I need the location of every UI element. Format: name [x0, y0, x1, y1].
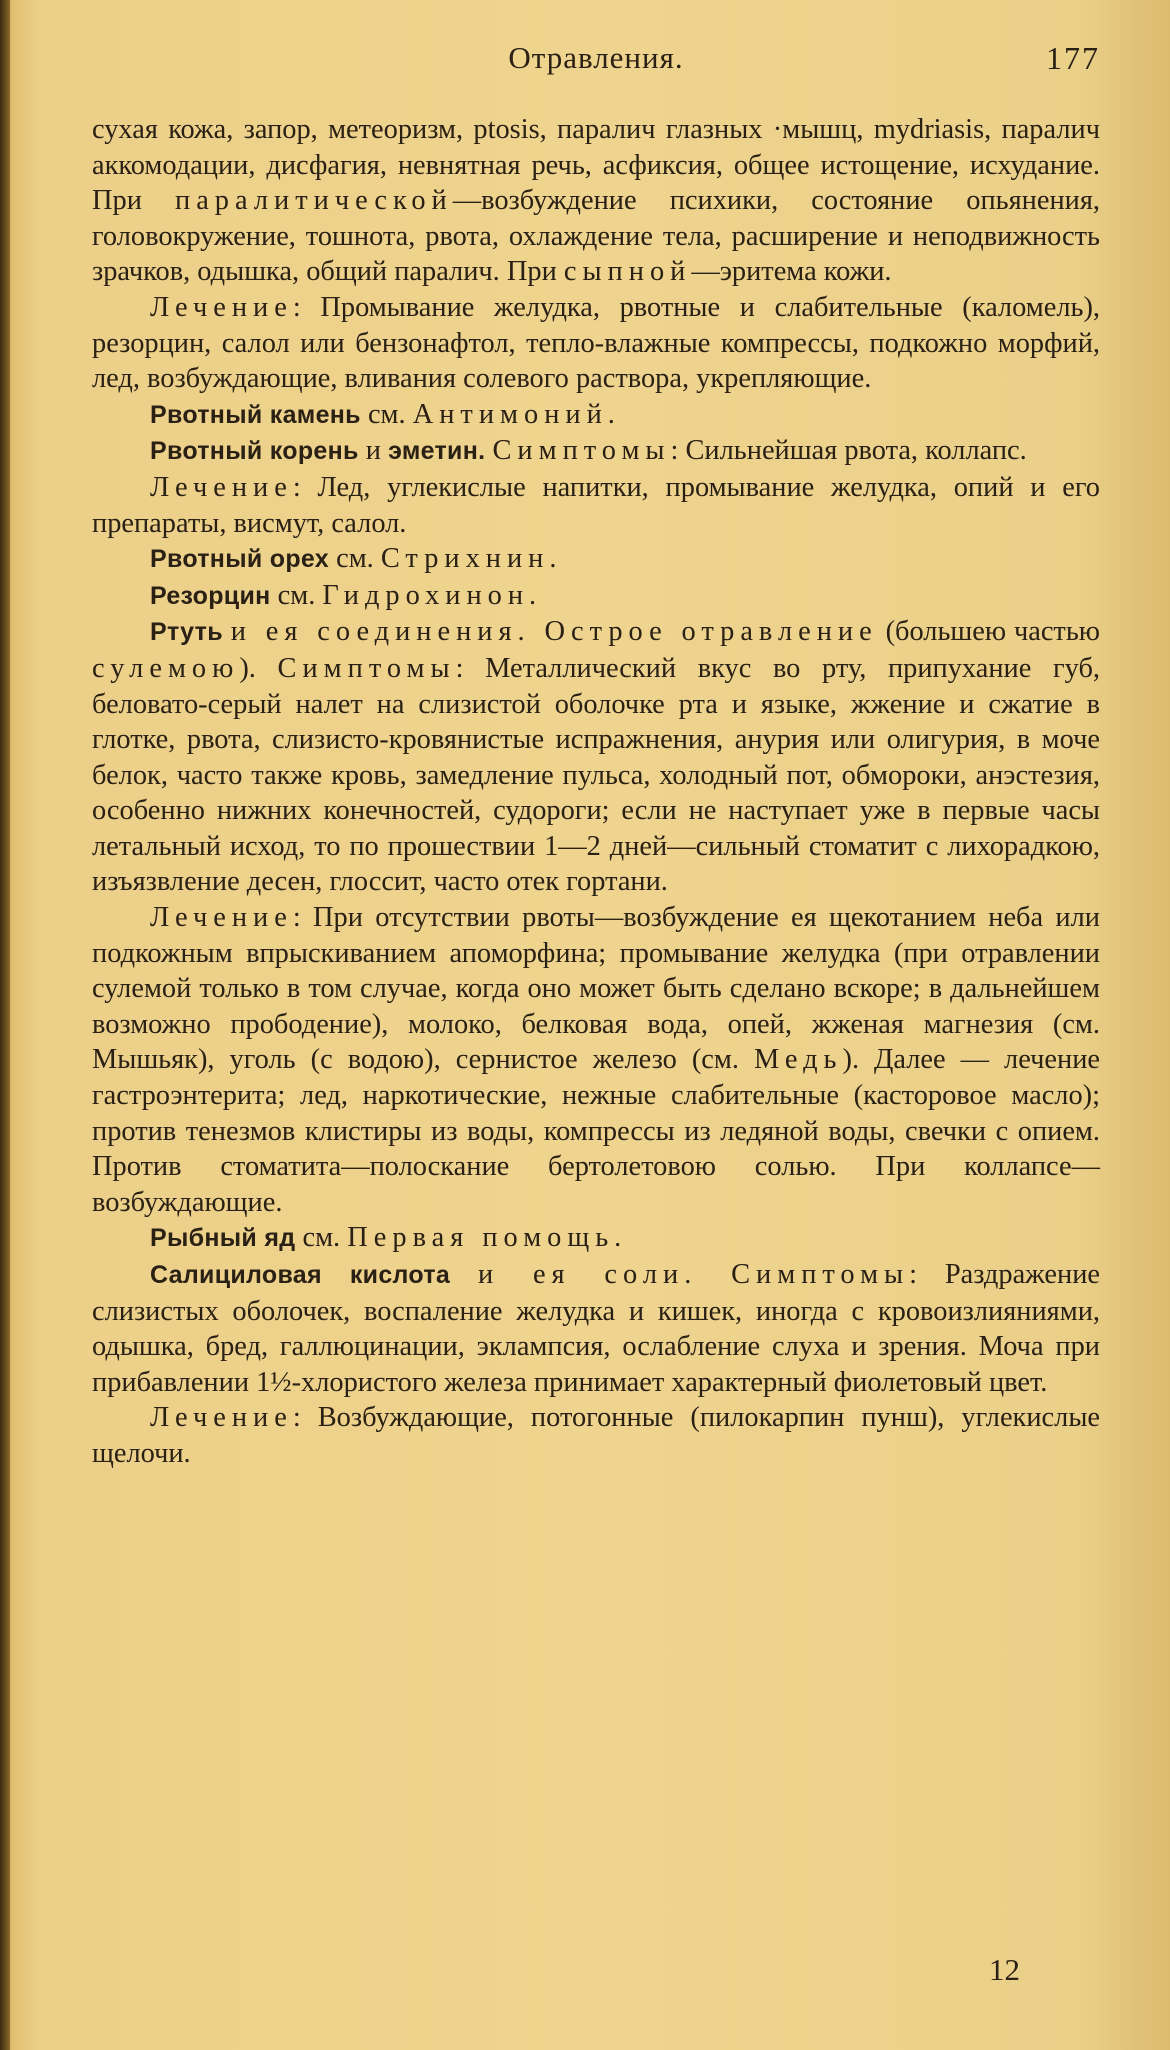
text-run: : При отсутствии рвоты—возбуждение ея щекотанием неба или подкожным впрыскиванием апоморфина; промывание желудка (при отравлении сулемой только в том случае, когда оно может быть сделано вскоре; в дальнейшем возможно прободение), молоко, белковая вода, опей, жженая магнезия (см. Мышьяк), уголь (с водою), сернистое железо (см. — [92, 902, 1100, 1076]
spaced-text: Симптомы — [492, 435, 671, 467]
text-run: : Промывание желудка, рвотные и слабительные (каломель), резорцин, салол или бензонафтол, тепло-влажные компрессы, подкожно морфий, лед, возбуждающие, вливания солевого раствора, укрепляющие. — [92, 291, 1100, 395]
spaced-text: Лечение — [150, 1402, 293, 1434]
signature-mark: 12 — [989, 1952, 1020, 1987]
spaced-text: сулемою — [92, 652, 240, 684]
text-run: : Раздражение слизистых оболочек, воспаление желудка и кишек, иногда с кровоизлияниями, одышка, бред, галлюцинации, эклампсия, ослабление слуха и зрения. Моча при прибавлении 1½-хлористого железа принимает характерный фиолетовый цвет. — [92, 1259, 1101, 1398]
text-run: —возбуждение психики, состояние опьянения, головокружение, тошнота, рвота, охлаждение тела, расширение и неподвижность зрачков, одышка, общий паралич. При — [92, 185, 1100, 288]
spaced-text: и ея соединения. Острое отравление — [230, 616, 878, 648]
text-run: : Металлический вкус во рту, припухание губ, беловато-серый налет на слизистой оболочке рта и языке, жжение и сжатие в глотке, рвота, слизисто-кровянистые испражнения, анурия или олигурия, в моче белок, часто также кровь, замедление пульса, холодный пот, обмороки, анэстезия, особенно нижних конечностей, судороги; если не наступает уже в первые часы летальный исход, то по прошествии 1—2 дней—сильный стоматит с лихорадкою, изъязвление десен, глоссит, часто отек гортани. — [92, 652, 1100, 898]
entry-heading: Резорцин — [150, 581, 271, 610]
text-run: (большею частью — [877, 616, 1100, 648]
body-text — [92, 112, 1100, 1472]
entry-heading: Рвотный орех — [150, 545, 329, 574]
spaced-text: паралитической — [175, 185, 453, 217]
page-binding-edge — [0, 0, 10, 2050]
running-title: Отравления. — [508, 40, 684, 75]
page-header — [92, 40, 1100, 84]
text-run: : Возбуждающие, потогонные (пилокарпин пунш), углекислые щелочи. — [92, 1402, 1100, 1469]
text-run — [450, 1259, 478, 1290]
entry-heading: Рыбный яд — [150, 1224, 296, 1253]
spaced-text: и ея соли. Симптомы — [477, 1259, 910, 1290]
paragraph — [92, 433, 1100, 470]
text-run: сухая кожа, запор, метеоризм, ptosis, паралич глазных ·мышц, mydriasis, паралич аккомодации, дисфагия, невнятная речь, асфиксия, общее истощение, исхудание. При — [92, 114, 1100, 217]
paragraph — [92, 541, 1100, 578]
text-run: и — [358, 435, 389, 467]
text-run: см. — [360, 398, 413, 430]
entry-heading: Рвотный камень — [150, 400, 361, 429]
paragraph — [92, 578, 1100, 615]
spaced-text: Стрихнин. — [380, 543, 563, 575]
paragraph — [92, 900, 1100, 1220]
spaced-text: Первая помощь. — [347, 1222, 628, 1254]
entry-heading: Рвотный корень — [150, 437, 359, 466]
spaced-text: Гидрохинон. — [322, 579, 543, 611]
paragraph — [92, 614, 1100, 900]
spaced-text: Лечение — [150, 291, 293, 323]
text-run: см. — [329, 543, 381, 575]
text-run: : Лед, углекислые напитки, промывание желудка, опий и его препараты, висмут, салол. — [92, 471, 1100, 539]
paragraph — [92, 397, 1100, 434]
spaced-text: Медь — [753, 1044, 843, 1076]
entry-heading: Салициловая кислота — [150, 1261, 451, 1289]
text-run — [223, 616, 231, 647]
spaced-text: Лечение — [150, 471, 293, 503]
text-run: : Сильнейшая рвота, коллапс. — [670, 435, 1027, 467]
text-run: —эритема кожи. — [691, 256, 892, 288]
spaced-text: Лечение — [150, 902, 293, 934]
paragraph — [92, 1400, 1100, 1471]
text-run: см. — [270, 579, 323, 611]
spaced-text: Симптомы — [277, 652, 456, 684]
text-run: ). Далее — лечение гастроэнтерита; лед, наркотические, нежные слабительные (касторовое масло); против тенезмов клистиры из воды, компрессы из ледяной воды, свечки с опием. Против стоматита—полоскание бертолетовою солью. При коллапсе—возбуждающие. — [92, 1044, 1100, 1218]
page-number: 177 — [1046, 40, 1100, 76]
paragraph — [92, 1257, 1100, 1400]
paragraph — [92, 1220, 1100, 1257]
spaced-text: Антимоний. — [412, 398, 621, 430]
text-run: ). — [239, 652, 278, 684]
entry-heading: Ртуть — [150, 618, 223, 647]
spaced-text: сыпной — [563, 256, 692, 288]
paragraph — [92, 470, 1100, 541]
paragraph — [92, 290, 1100, 397]
entry-heading: эметин. — [388, 437, 486, 466]
text-run: см. — [295, 1222, 348, 1254]
paragraph — [92, 112, 1100, 290]
